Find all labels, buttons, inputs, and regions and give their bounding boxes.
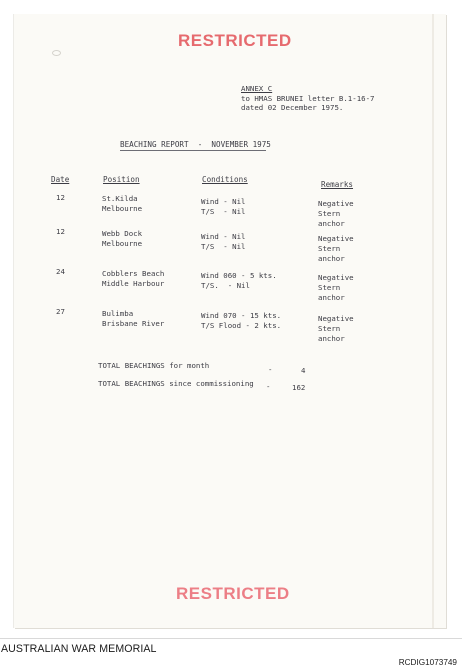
- total-commission-dash: -: [266, 382, 271, 391]
- conditions-line: Wind - Nil: [201, 232, 246, 241]
- position-line: St.Kilda: [102, 194, 138, 203]
- conditions-line: Wind 060 - 5 kts.: [201, 271, 277, 280]
- column-header-position: Position: [103, 175, 140, 184]
- remarks-line: anchor: [318, 219, 345, 229]
- classification-stamp-bottom: RESTRICTED: [176, 584, 290, 603]
- conditions-line: Wind - Nil: [201, 197, 246, 206]
- row-date: 27: [56, 307, 65, 316]
- remarks-line: Stern: [318, 244, 341, 254]
- row-position: [102, 269, 164, 289]
- position-line: Brisbane River: [102, 319, 165, 329]
- conditions-line: T/S. - Nil: [201, 281, 250, 291]
- position-line: Middle Harbour: [102, 279, 165, 289]
- row-date: 24: [56, 267, 65, 276]
- remarks-line: anchor: [318, 293, 345, 303]
- footer-organisation: AUSTRALIAN WAR MEMORIAL: [1, 643, 157, 655]
- position-line: Melbourne: [102, 239, 143, 249]
- total-commission-value: 162: [292, 383, 306, 392]
- annex-reference: [241, 84, 375, 113]
- row-remarks: [318, 314, 354, 345]
- annex-title: ANNEX C: [241, 84, 273, 93]
- row-position: [102, 309, 164, 329]
- row-conditions: [201, 197, 246, 217]
- position-line: Bulimba: [102, 309, 134, 318]
- row-position: [102, 229, 142, 249]
- row-remarks: [318, 273, 354, 304]
- column-header-conditions: Conditions: [202, 175, 248, 184]
- remarks-line: Negative: [318, 234, 354, 243]
- total-month-dash: -: [268, 365, 273, 374]
- conditions-line: T/S - Nil: [201, 207, 246, 217]
- remarks-line: Stern: [318, 283, 341, 293]
- column-header-remarks: Remarks: [321, 180, 354, 189]
- classification-stamp-top: RESTRICTED: [178, 31, 292, 50]
- remarks-line: anchor: [318, 254, 345, 264]
- footer-bar: [0, 638, 462, 666]
- position-line: Webb Dock: [102, 229, 143, 238]
- conditions-line: T/S - Nil: [201, 242, 246, 252]
- row-conditions: [201, 271, 277, 291]
- punch-hole-mark: [52, 50, 61, 56]
- row-remarks: [318, 234, 354, 265]
- total-commission-label: TOTAL BEACHINGS since commissioning: [98, 379, 254, 388]
- report-title-underline: [120, 150, 266, 151]
- row-date: 12: [56, 193, 65, 202]
- remarks-line: anchor: [318, 334, 345, 344]
- column-header-date: Date: [51, 175, 70, 184]
- remarks-line: Negative: [318, 314, 354, 323]
- annex-line-1: to HMAS BRUNEI letter B.1-16-7: [241, 93, 375, 103]
- report-title: BEACHING REPORT - NOVEMBER 1975: [120, 140, 271, 149]
- position-line: Cobblers Beach: [102, 269, 165, 278]
- total-month-label: TOTAL BEACHINGS for month: [98, 361, 210, 370]
- annex-line-2: dated 02 December 1975.: [241, 103, 344, 113]
- footer-record-id: RCDIG1073749: [398, 658, 457, 666]
- row-date: 12: [56, 227, 65, 236]
- remarks-line: Negative: [318, 199, 354, 208]
- row-remarks: [318, 199, 354, 230]
- position-line: Melbourne: [102, 204, 143, 214]
- total-month-value: 4: [301, 366, 306, 375]
- conditions-line: Wind 070 - 15 kts.: [201, 311, 282, 320]
- row-conditions: [201, 232, 246, 252]
- page-fold-shadow: [432, 14, 434, 628]
- row-conditions: [201, 311, 281, 331]
- remarks-line: Stern: [318, 324, 341, 334]
- remarks-line: Negative: [318, 273, 354, 282]
- remarks-line: Stern: [318, 209, 341, 219]
- row-position: [102, 194, 142, 214]
- conditions-line: T/S Flood - 2 kts.: [201, 321, 282, 331]
